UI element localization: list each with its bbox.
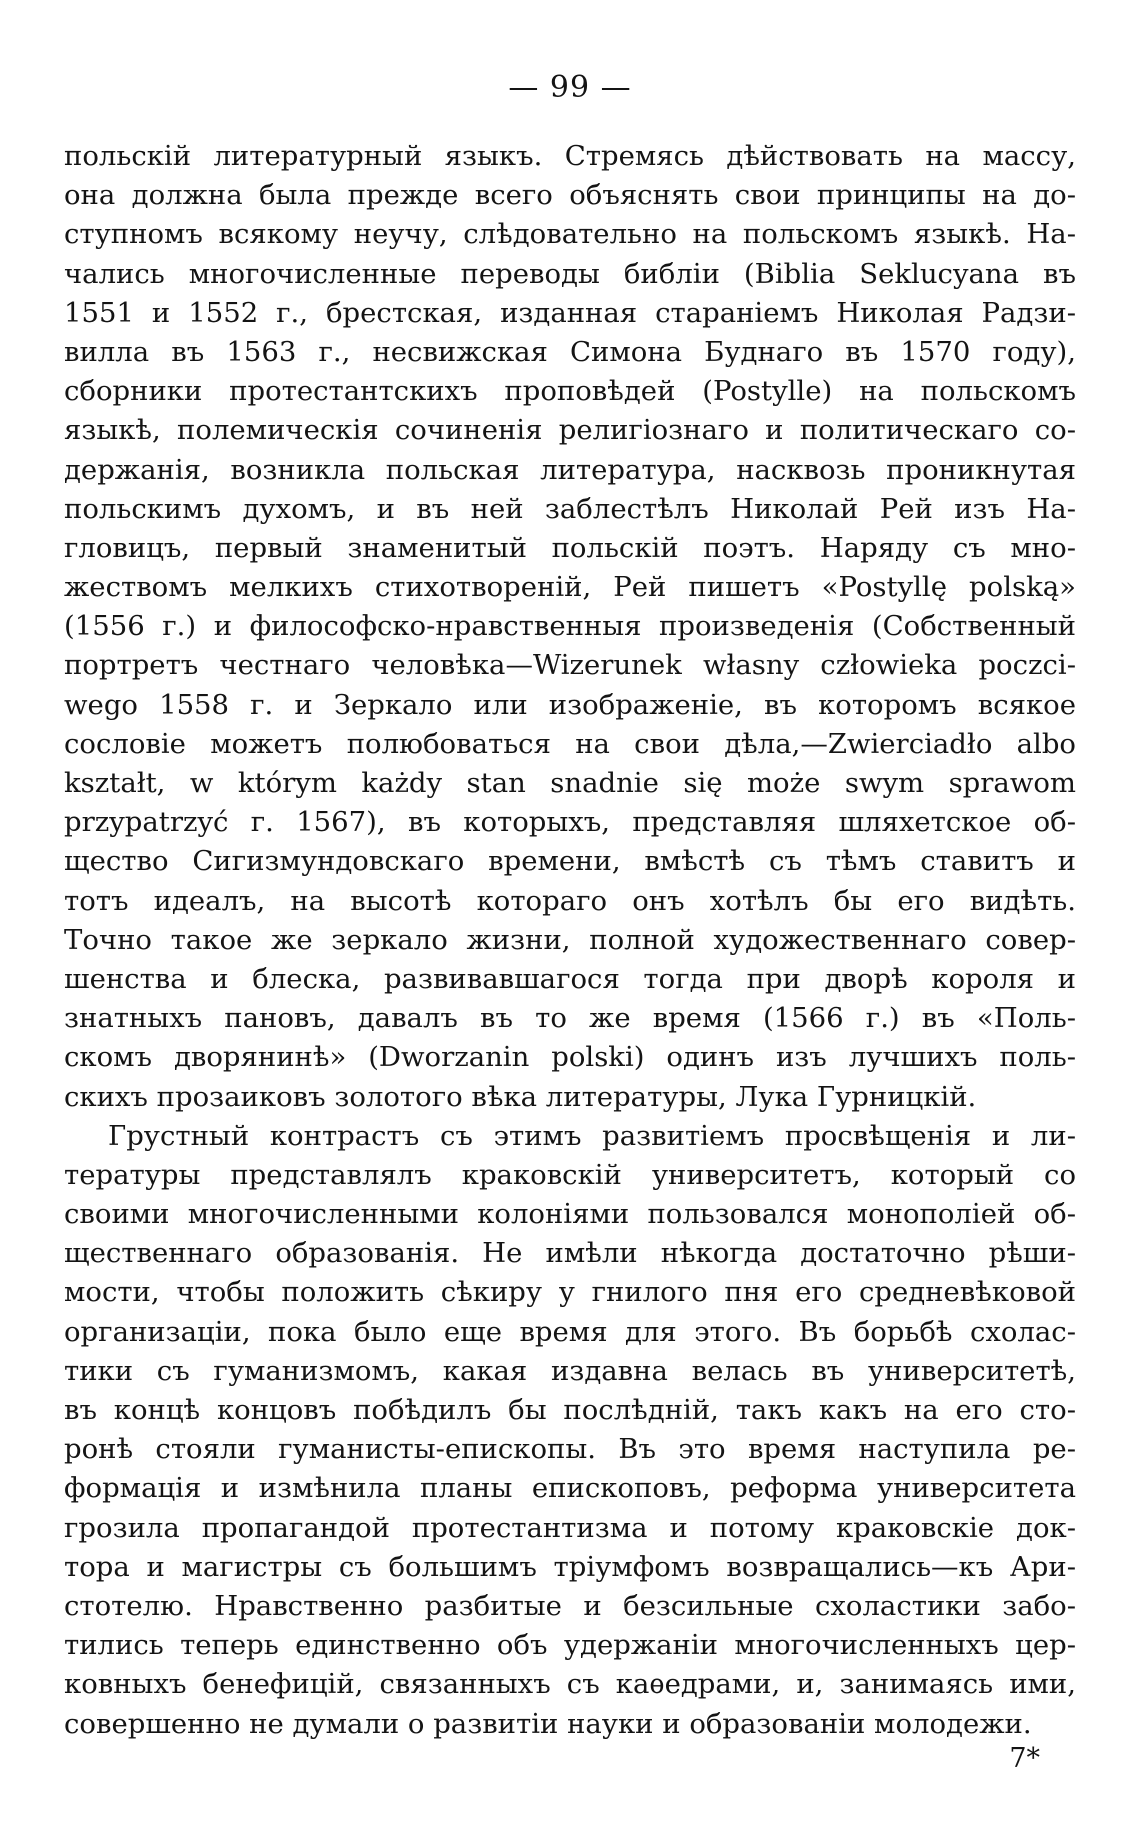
text-line: wego 1558 г. и Зеркало или изображеніе, въ которомъ всякое — [64, 688, 1076, 721]
text-line: тились теперь единственно объ удержаніи многочисленныхъ цер- — [64, 1629, 1076, 1662]
text-line: Грустный контрастъ съ этимъ развитіемъ просвѣщенія и ли- — [108, 1119, 1076, 1152]
text-line: польскимъ духомъ, и въ ней заблестѣлъ Николай Рей изъ На- — [64, 492, 1076, 525]
text-line: щественнаго образованія. Не имѣли нѣкогда достаточно рѣши- — [64, 1237, 1076, 1270]
text-line: Точно такое же зеркало жизни, полной художественнаго совер- — [64, 923, 1076, 956]
text-line: ступномъ всякому неучу, слѣдовательно на польскомъ языкѣ. На- — [64, 218, 1076, 251]
text-line: (1556 г.) и философско-нравственныя произведенія (Собственный — [64, 610, 1076, 643]
text-line: сборники протестантскихъ проповѣдей (Postylle) на польскомъ — [64, 375, 1076, 408]
paragraph — [64, 1117, 1076, 1744]
text-line: грозила пропагандой протестантизма и потому краковскіе док- — [64, 1511, 1076, 1544]
body-text — [64, 137, 1076, 1744]
text-line: тературы представлялъ краковскій университетъ, который со — [64, 1158, 1076, 1191]
text-line: жествомъ мелкихъ стихотвореній, Рей пишетъ «Postyllę polską» — [64, 571, 1076, 604]
text-line: чались многочисленные переводы библіи (Biblia Seklucyana въ — [64, 257, 1076, 290]
paragraph — [64, 137, 1076, 1117]
page-number: — 99 — — [508, 70, 632, 105]
text-line: щество Сигизмундовскаго времени, вмѣстѣ съ тѣмъ ставитъ и — [64, 845, 1076, 878]
text-line: kształt, w którym każdy stan snadnie się może swym sprawom — [64, 767, 1076, 799]
text-line: въ концѣ концовъ побѣдилъ бы послѣдній, такъ какъ на его сто- — [64, 1394, 1076, 1426]
text-line: портретъ честнаго человѣка—Wizerunek własny człowieka poczci- — [64, 649, 1076, 682]
text-line: языкѣ, полемическія сочиненія религіознаго и политическаго со- — [64, 414, 1076, 447]
text-line: гловицъ, первый знаменитый польскій поэтъ. Наряду съ мно- — [64, 531, 1076, 564]
text-line: przypatrzyć г. 1567), въ которыхъ, представляя шляхетское об- — [64, 806, 1076, 839]
text-line: знатныхъ пановъ, давалъ въ то же время (1566 г.) въ «Поль- — [64, 1002, 1076, 1035]
text-line: скомъ дворянинѣ» (Dworzanin polski) одинъ изъ лучшихъ поль- — [64, 1041, 1076, 1074]
text-line: 1551 и 1552 г., брестская, изданная стараніемъ Николая Радзи- — [64, 296, 1076, 329]
text-line: формація и измѣнила планы епископовъ, реформа университета — [64, 1472, 1076, 1505]
text-line: своими многочисленными колоніями пользовался монополіей об- — [64, 1198, 1076, 1231]
text-line: шенства и блеска, развивавшагося тогда при дворѣ короля и — [64, 962, 1076, 995]
text-line: ронѣ стояли гуманисты-епископы. Въ это время наступила ре- — [64, 1433, 1076, 1466]
text-line: держанія, возникла польская литература, насквозь проникнутая — [64, 453, 1076, 486]
text-line: мости, чтобы положить сѣкиру у гнилого пня его средневѣковой — [64, 1276, 1076, 1309]
text-line: ковныхъ бенефицій, связанныхъ съ каѳедрами, и, занимаясь ими, — [64, 1668, 1076, 1701]
text-line: скихъ прозаиковъ золотого вѣка литературы, Лука Гурницкій. — [64, 1080, 977, 1113]
text-line: сословіе можетъ полюбоваться на свои дѣла,—Zwierciadło albo — [64, 727, 1076, 760]
text-line: организаціи, пока было еще время для этого. Въ борьбѣ схолас- — [64, 1315, 1076, 1348]
text-line: тора и магистры съ большимъ тріумфомъ возвращались—къ Ари- — [64, 1550, 1076, 1583]
text-line: она должна была прежде всего объяснять свои принципы на до- — [64, 179, 1076, 212]
text-line: польскій литературный языкъ. Стремясь дѣйствовать на массу, — [64, 140, 1076, 172]
text-line: тотъ идеалъ, на высотѣ котораго онъ хотѣлъ бы его видѣть. — [64, 884, 1076, 917]
signature-mark: 7* — [1009, 1743, 1040, 1774]
text-line: тики съ гуманизмомъ, какая издавна велась въ университетѣ, — [64, 1354, 1076, 1387]
text-line: совершенно не думали о развитіи науки и образованіи молодежи. — [64, 1707, 1032, 1740]
text-line: стотелю. Нравственно разбитые и безсильные схоластики забо- — [64, 1589, 1076, 1622]
text-line: вилла въ 1563 г., несвижская Симона Буднаго въ 1570 году), — [64, 335, 1076, 368]
